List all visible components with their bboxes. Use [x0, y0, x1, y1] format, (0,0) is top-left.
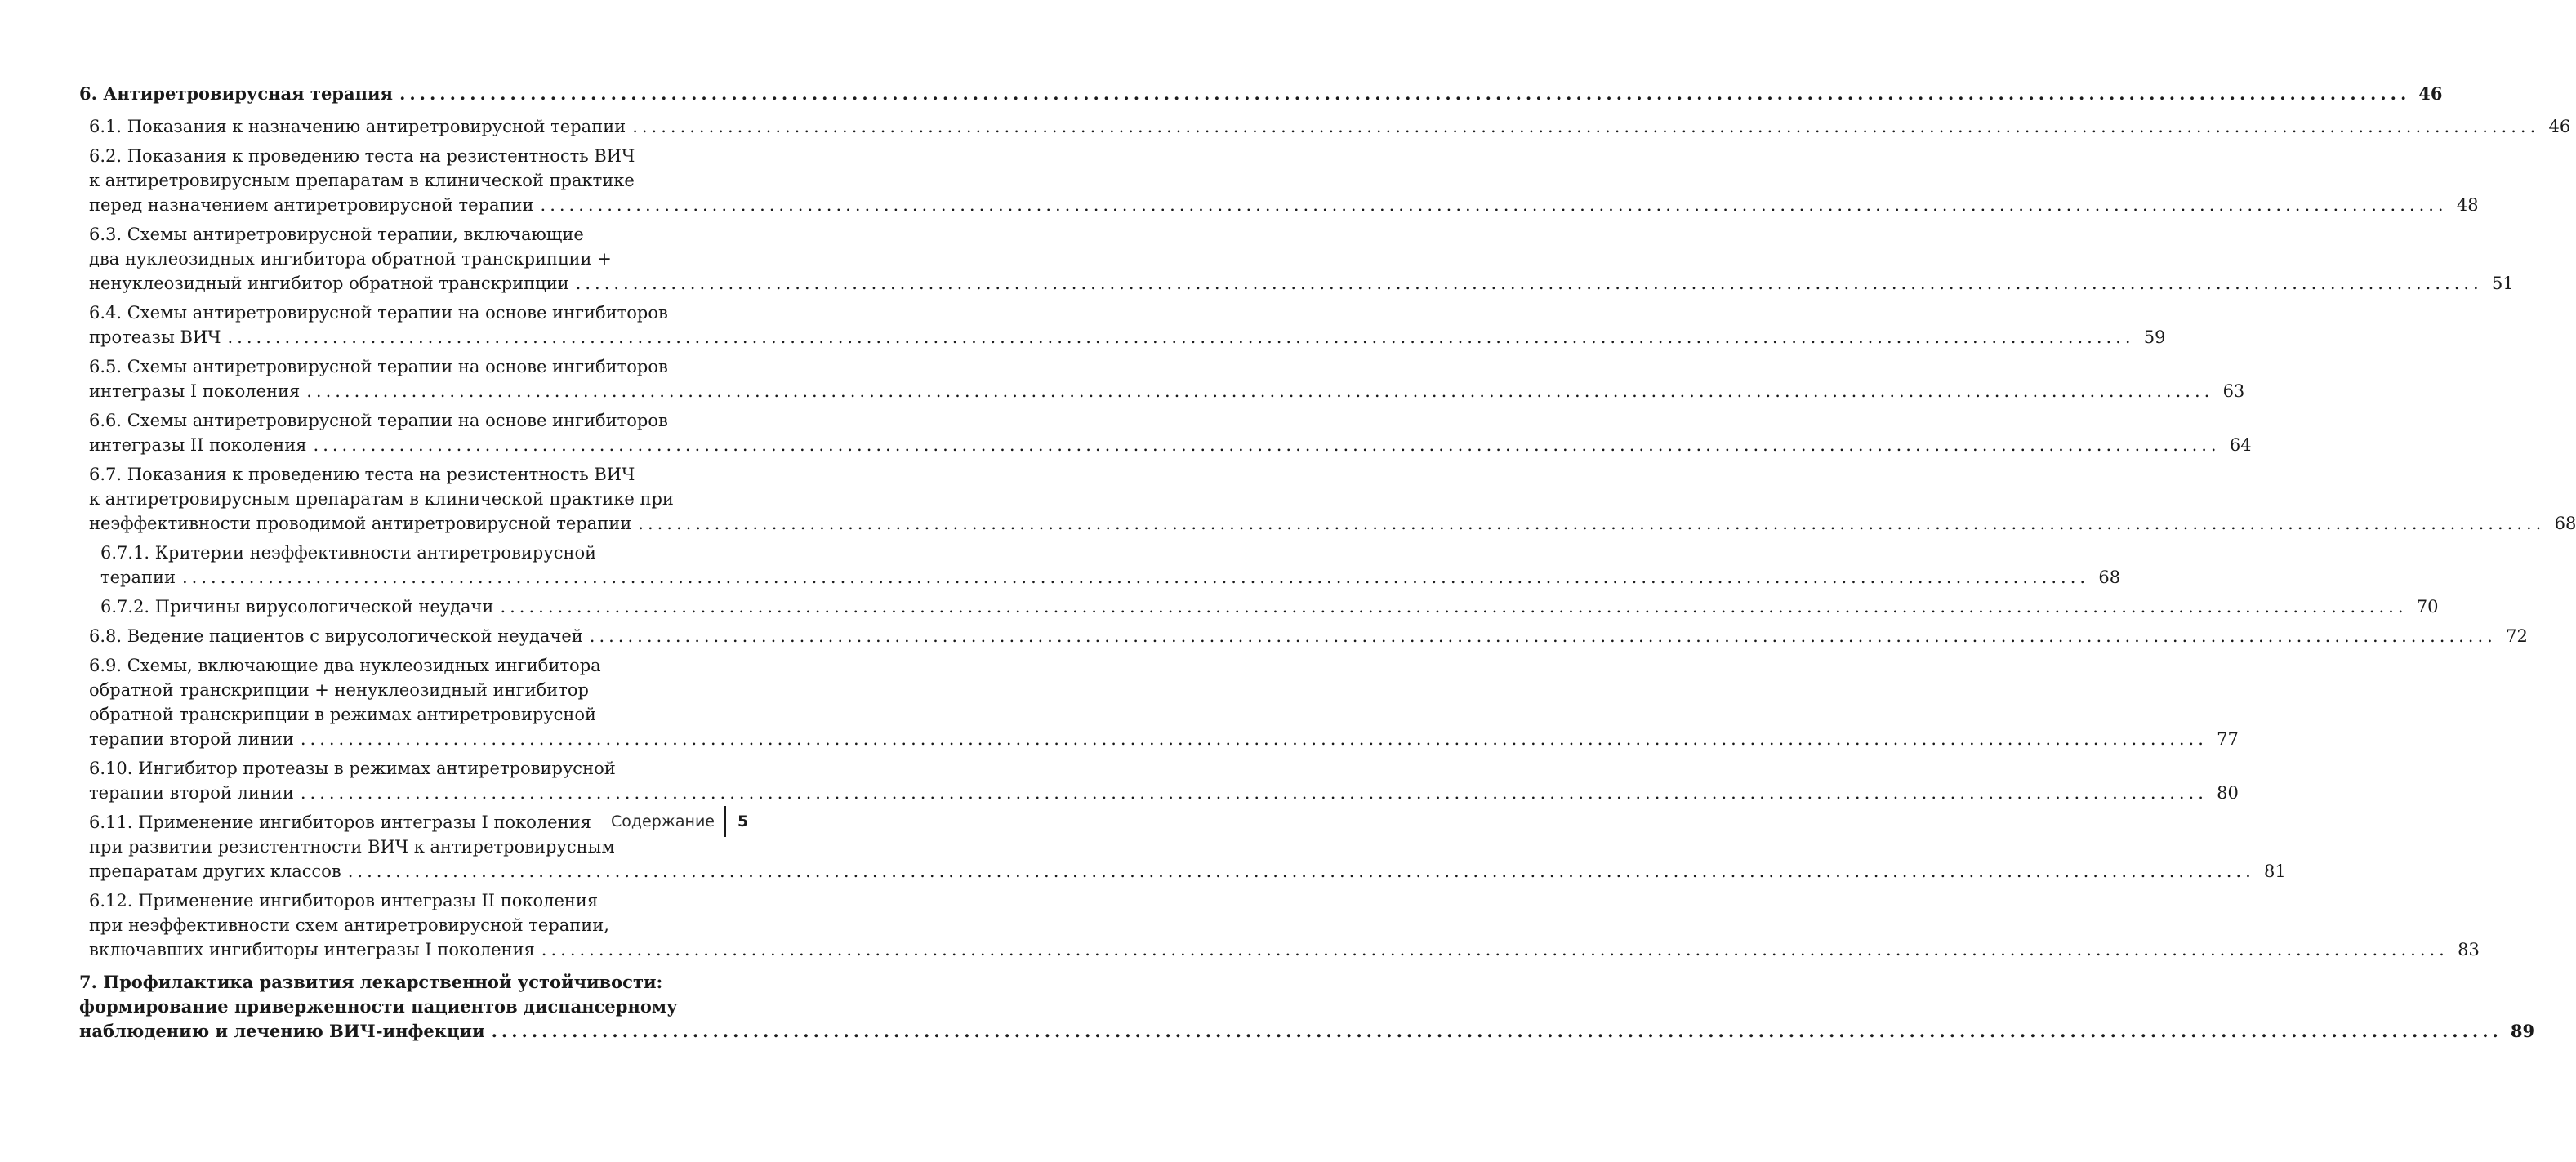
dot-leader: ........................................................................................................................................................................................................ [182, 568, 2090, 587]
toc-entry[interactable] [79, 541, 2121, 590]
toc-entry[interactable] [79, 144, 2479, 217]
toc-entry-last-line [89, 271, 2514, 296]
toc-entry-title-line: 6.7.2. Причины вирусологической неудачи [100, 597, 494, 617]
toc-entry-last-line [79, 1019, 2535, 1044]
toc-entry-title-line: 6.6. Схемы антиретровирусной терапии на основе ингибиторов [89, 411, 668, 430]
dot-leader: ........................................................................................................................................................................................................ [638, 514, 2546, 533]
toc-entry-last-line [89, 937, 2480, 962]
dot-leader: ........................................................................................................................................................................................................ [541, 940, 2449, 959]
toc-entry[interactable] [79, 301, 2166, 349]
toc-entry-title-line: 7. Профилактика развития лекарственной устойчивости: [79, 972, 663, 992]
toc-entry-title-line: 6.4. Схемы антиретровирусной терапии на основе ингибиторов [89, 303, 668, 323]
toc-entry-title-line: включавших ингибиторы интегразы I поколения [89, 940, 535, 959]
toc-entry-title-line: 6. Антиретровирусная терапия [79, 83, 394, 104]
toc-entry-last-line [89, 624, 2528, 648]
toc-page-number: 64 [2229, 435, 2252, 455]
toc-entry-title-line: формирование приверженности пациентов диспансерному [79, 996, 678, 1017]
toc-page-number: 89 [2510, 1021, 2535, 1041]
toc-entry[interactable] [79, 888, 2480, 962]
toc-entry[interactable] [79, 408, 2252, 457]
toc-entry-title-line: два нуклеозидных ингибитора обратной транскрипции + [89, 249, 612, 269]
toc-entry[interactable] [79, 594, 2439, 619]
toc-entry-title-line: 6.5. Схемы антиретровирусной терапии на основе ингибиторов [89, 357, 668, 376]
toc-entry-last-line [89, 325, 2166, 349]
toc-entry-title-line: препаратам других классов [89, 861, 341, 881]
toc-entry-title-line: протеазы ВИЧ [89, 327, 221, 347]
toc-entry-last-line [89, 781, 2239, 805]
dot-leader: ........................................................................................................................................................................................................ [227, 327, 2135, 347]
toc-page-number: 48 [2456, 195, 2479, 215]
toc-entry-last-line [89, 511, 2576, 536]
toc-page-number: 83 [2458, 940, 2480, 959]
table-of-contents [79, 82, 2576, 1044]
dot-leader: ........................................................................................................................................................................................................ [575, 274, 2483, 293]
toc-entry-last-line [89, 114, 2571, 139]
footer-divider [724, 806, 726, 837]
toc-entry-title-line: к антиретровирусным препаратам в клинической практике при [89, 489, 674, 509]
toc-entry[interactable] [79, 756, 2239, 805]
toc-entry-last-line [89, 727, 2239, 751]
toc-entry-title-line: неэффективности проводимой антиретровирусной терапии [89, 514, 632, 533]
toc-entry-last-line [89, 433, 2252, 457]
toc-entry-title-line: 6.7. Показания к проведению теста на резистентность ВИЧ [89, 465, 635, 484]
toc-entry-title-line: терапии второй линии [89, 729, 294, 749]
toc-entry-title-line: 6.2. Показания к проведению теста на резистентность ВИЧ [89, 146, 635, 166]
toc-page-number: 46 [2548, 117, 2571, 136]
toc-entry-title-line: 6.10. Ингибитор протеазы в режимах антиретровирусной [89, 759, 616, 778]
toc-entry-last-line [89, 193, 2479, 217]
toc-entry[interactable] [79, 114, 2571, 139]
toc-page-number: 77 [2217, 729, 2239, 749]
toc-page-number: 51 [2492, 274, 2514, 293]
toc-entry-title-line: 6.7.1. Критерии неэффективности антиретровирусной [100, 543, 597, 563]
toc-page-number: 63 [2222, 381, 2245, 401]
toc-entry[interactable] [79, 653, 2239, 751]
toc-entry-title-line: 6.11. Применение ингибиторов интегразы I поколения [89, 813, 591, 832]
dot-leader: ........................................................................................................................................................................................................ [300, 783, 2208, 803]
toc-page-number: 70 [2416, 597, 2439, 617]
toc-entry-title-line: 6.3. Схемы антиретровирусной терапии, включающие [89, 225, 584, 244]
toc-entry-title-line: 6.9. Схемы, включающие два нуклеозидных ингибитора [89, 656, 601, 675]
toc-page-number: 59 [2143, 327, 2166, 347]
dot-leader: ........................................................................................................................................................................................................ [540, 195, 2448, 215]
dot-leader: ........................................................................................................................................................................................................ [313, 435, 2221, 455]
dot-leader: ........................................................................................................................................................................................................ [500, 597, 2408, 617]
toc-entry-title-line: терапии второй линии [89, 783, 294, 803]
toc-entry-title-line: перед назначением антиретровирусной терапии [89, 195, 534, 215]
toc-entry-title-line: терапии [100, 568, 176, 587]
toc-entry-title-line: 6.12. Применение ингибиторов интегразы II поколения [89, 891, 599, 910]
toc-entry-title-line: при неэффективности схем антиретровирусной терапии, [89, 915, 609, 935]
toc-entry[interactable] [79, 462, 2576, 536]
toc-entry-title-line: интегразы I поколения [89, 381, 301, 401]
toc-entry[interactable] [79, 354, 2245, 403]
toc-entry-title-line: к антиретровирусным препаратам в клинической практике [89, 171, 635, 190]
toc-page-number: 80 [2217, 783, 2239, 803]
toc-entry-title-line: при развитии резистентности ВИЧ к антиретровирусным [89, 837, 615, 857]
toc-page-number: 68 [2554, 514, 2576, 533]
toc-entry-last-line [89, 859, 2286, 884]
dot-leader: ........................................................................................................................................................................................................ [632, 117, 2540, 136]
toc-page-number: 81 [2264, 861, 2286, 881]
toc-entry-last-line [79, 82, 2443, 106]
toc-entry-title-line: интегразы II поколения [89, 435, 307, 455]
toc-entry-last-line [100, 594, 2439, 619]
dot-leader: ........................................................................................................................................................................................................ [306, 381, 2214, 401]
toc-entry[interactable] [79, 624, 2528, 648]
toc-entry-title-line: обратной транскрипции + ненуклеозидный ингибитор [89, 680, 589, 700]
toc-entry[interactable] [79, 82, 2443, 106]
toc-entry-title-line: 6.1. Показания к назначению антиретровирусной терапии [89, 117, 626, 136]
dot-leader: ........................................................................................................................................................................................................ [347, 861, 2255, 881]
toc-page-number: 68 [2098, 568, 2121, 587]
toc-entry-title-line: ненуклеозидный ингибитор обратной транскрипции [89, 274, 569, 293]
dot-leader: ........................................................................................................................................................................................................ [399, 83, 2411, 104]
toc-entry[interactable] [79, 222, 2514, 296]
running-footer-section: Содержание [611, 813, 715, 830]
page-number: 5 [738, 813, 749, 830]
toc-entry-title-line: наблюдению и лечению ВИЧ-инфекции [79, 1021, 485, 1041]
toc-entry[interactable] [79, 970, 2535, 1044]
page-footer [0, 804, 817, 837]
toc-page-number: 72 [2506, 626, 2528, 646]
dot-leader: ........................................................................................................................................................................................................ [491, 1021, 2502, 1041]
dot-leader: ........................................................................................................................................................................................................ [300, 729, 2208, 749]
toc-entry-last-line [89, 379, 2245, 403]
toc-entry-last-line [100, 565, 2121, 590]
toc-entry-title-line: обратной транскрипции в режимах антиретровирусной [89, 705, 597, 724]
toc-page-number: 46 [2418, 83, 2443, 104]
toc-entry-title-line: 6.8. Ведение пациентов с вирусологической неудачей [89, 626, 583, 646]
dot-leader: ........................................................................................................................................................................................................ [589, 626, 2497, 646]
